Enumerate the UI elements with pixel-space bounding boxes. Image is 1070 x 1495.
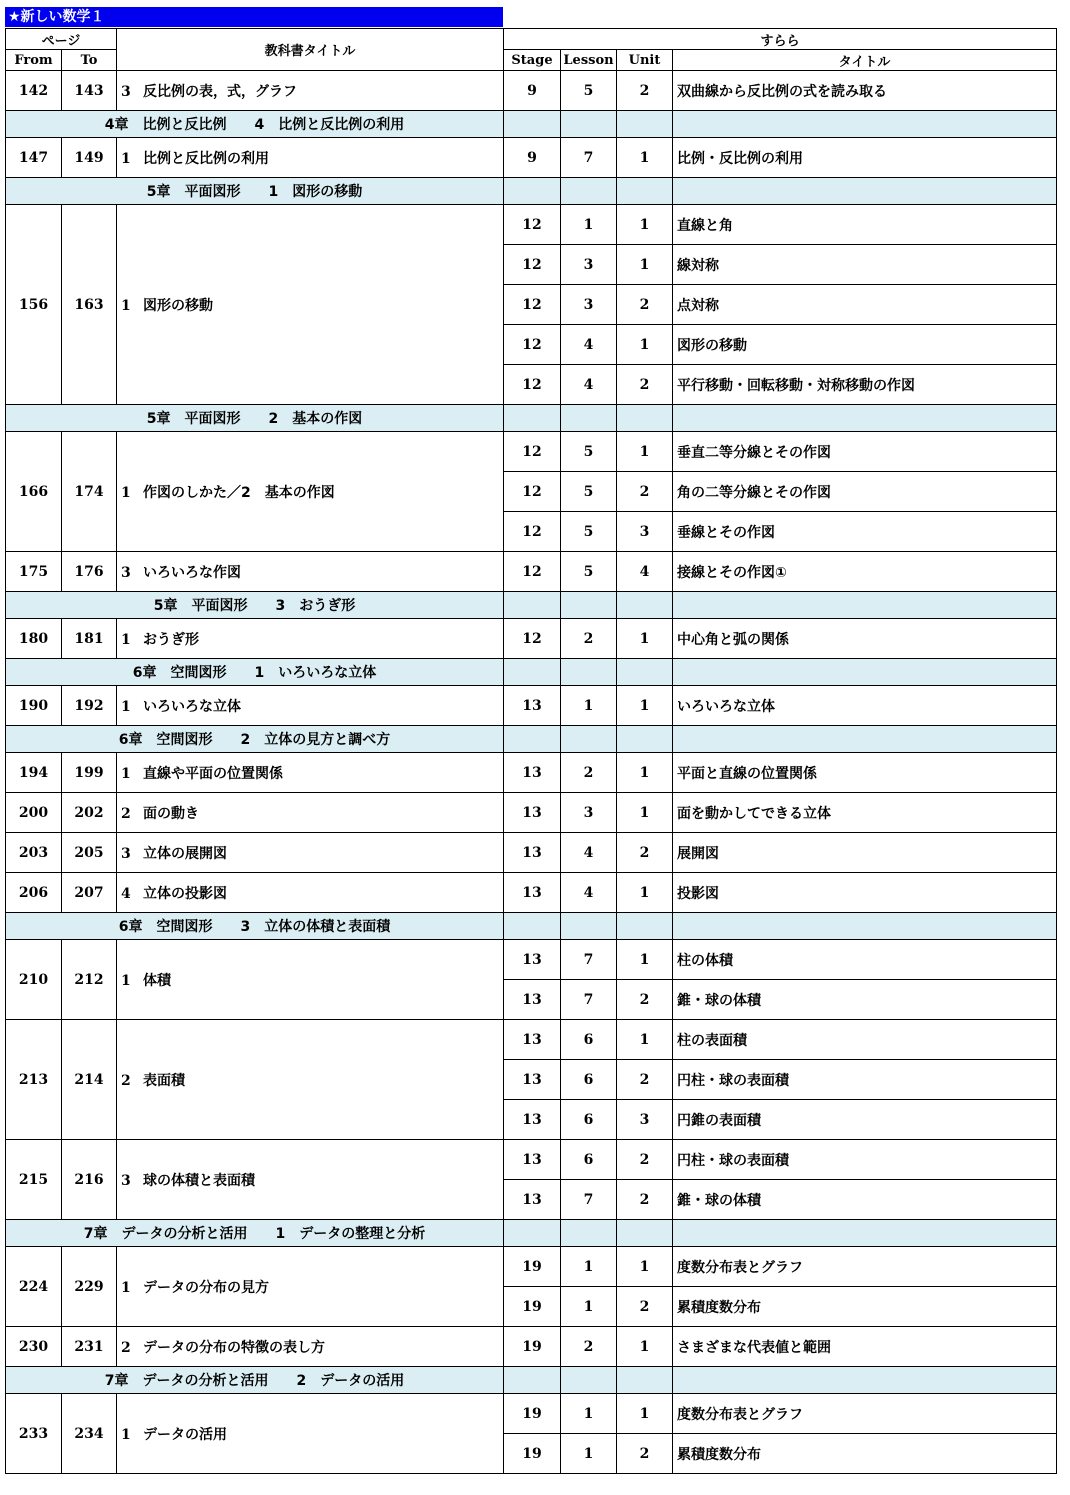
- stage-cell: 13: [504, 686, 561, 726]
- stage-cell: 13: [504, 1140, 561, 1180]
- stage-cell: 13: [504, 873, 561, 913]
- stage-cell: 19: [504, 1394, 561, 1434]
- textbook-item-number: 1: [121, 631, 131, 648]
- stage-cell: 13: [504, 1180, 561, 1220]
- textbook-title-text: 立体の投影図: [143, 885, 227, 902]
- unit-cell: 1: [617, 432, 673, 472]
- textbook-title-header: 教科書タイトル: [117, 29, 504, 71]
- section-empty-cell: [561, 726, 617, 753]
- section-empty-cell: [561, 1220, 617, 1247]
- unit-cell: 2: [617, 980, 673, 1020]
- unit-header: Unit: [617, 50, 673, 71]
- textbook-title-text: 直線や平面の位置関係: [143, 765, 283, 782]
- section-empty-cell: [504, 405, 561, 432]
- page-from: 166: [6, 432, 62, 552]
- section-empty-cell: [673, 178, 1057, 205]
- section-empty-cell: [617, 405, 673, 432]
- page-from: 142: [6, 71, 62, 111]
- lesson-cell: 4: [561, 833, 617, 873]
- surara-title-cell: 円柱・球の表面積: [673, 1060, 1057, 1100]
- lesson-cell: 6: [561, 1140, 617, 1180]
- surara-title-cell: 累積度数分布: [673, 1434, 1057, 1474]
- section-row: [6, 405, 1057, 432]
- section-empty-cell: [673, 726, 1057, 753]
- textbook-title-text: データの分布の特徴の表し方: [143, 1339, 325, 1356]
- unit-cell: 2: [617, 1140, 673, 1180]
- page-from: 180: [6, 619, 62, 659]
- lesson-cell: 2: [561, 753, 617, 793]
- unit-cell: 1: [617, 873, 673, 913]
- textbook-title: [117, 205, 504, 405]
- unit-cell: 1: [617, 753, 673, 793]
- textbook-title: [117, 1247, 504, 1327]
- surara-title-cell: 線対称: [673, 245, 1057, 285]
- section-empty-cell: [617, 178, 673, 205]
- unit-cell: 1: [617, 1394, 673, 1434]
- page-to: 212: [62, 940, 117, 1020]
- section-empty-cell: [673, 913, 1057, 940]
- textbook-title-text: いろいろな作図: [143, 564, 241, 581]
- lesson-cell: 3: [561, 285, 617, 325]
- lesson-cell: 7: [561, 940, 617, 980]
- table-row: [6, 138, 1057, 178]
- stage-cell: 13: [504, 1100, 561, 1140]
- surara-title-cell: 円柱・球の表面積: [673, 1140, 1057, 1180]
- stage-cell: 13: [504, 833, 561, 873]
- section-heading: 5章 平面図形 3 おうぎ形: [6, 592, 504, 619]
- textbook-title-text: 表面積: [143, 1072, 185, 1089]
- textbook-title: [117, 1394, 504, 1474]
- page-to: 231: [62, 1327, 117, 1367]
- textbook-item-number: 2: [121, 1072, 131, 1089]
- section-empty-cell: [504, 592, 561, 619]
- section-empty-cell: [504, 659, 561, 686]
- surara-title-cell: 点対称: [673, 285, 1057, 325]
- stage-cell: 9: [504, 138, 561, 178]
- page-from: 194: [6, 753, 62, 793]
- surara-title-cell: 平面と直線の位置関係: [673, 753, 1057, 793]
- textbook-banner: ★新しい数学１: [5, 7, 503, 27]
- section-row: [6, 726, 1057, 753]
- section-empty-cell: [561, 1367, 617, 1394]
- page-from: 206: [6, 873, 62, 913]
- surara-title-cell: 錐・球の体積: [673, 980, 1057, 1020]
- section-empty-cell: [673, 1220, 1057, 1247]
- section-heading: 5章 平面図形 2 基本の作図: [6, 405, 504, 432]
- section-heading: 6章 空間図形 1 いろいろな立体: [6, 659, 504, 686]
- section-empty-cell: [617, 111, 673, 138]
- table-row: [6, 1394, 1057, 1434]
- textbook-title: [117, 940, 504, 1020]
- stage-cell: 13: [504, 940, 561, 980]
- surara-title-cell: 平行移動・回転移動・対称移動の作図: [673, 365, 1057, 405]
- stage-cell: 19: [504, 1247, 561, 1287]
- unit-cell: 2: [617, 1180, 673, 1220]
- section-row: [6, 111, 1057, 138]
- section-empty-cell: [561, 111, 617, 138]
- page-from: 213: [6, 1020, 62, 1140]
- table-row: [6, 753, 1057, 793]
- textbook-title-text: 体積: [143, 972, 171, 989]
- lesson-cell: 6: [561, 1060, 617, 1100]
- surara-title-cell: 図形の移動: [673, 325, 1057, 365]
- table-row: [6, 552, 1057, 592]
- section-heading: 6章 空間図形 2 立体の見方と調べ方: [6, 726, 504, 753]
- lesson-cell: 2: [561, 1327, 617, 1367]
- unit-cell: 2: [617, 472, 673, 512]
- lesson-cell: 6: [561, 1100, 617, 1140]
- section-empty-cell: [561, 913, 617, 940]
- table-row: [6, 686, 1057, 726]
- table-row: [6, 432, 1057, 472]
- section-empty-cell: [673, 592, 1057, 619]
- page-header: ページ: [6, 29, 117, 50]
- unit-cell: 1: [617, 138, 673, 178]
- surara-title-cell: さまざまな代表値と範囲: [673, 1327, 1057, 1367]
- stage-cell: 12: [504, 285, 561, 325]
- textbook-title-text: 図形の移動: [143, 297, 213, 314]
- section-empty-cell: [673, 405, 1057, 432]
- table-row: [6, 205, 1057, 245]
- textbook-item-number: 4: [121, 885, 131, 902]
- surara-title-cell: 錐・球の体積: [673, 1180, 1057, 1220]
- textbook-title: [117, 686, 504, 726]
- unit-cell: 2: [617, 1434, 673, 1474]
- stage-cell: 19: [504, 1327, 561, 1367]
- surara-title-cell: 中心角と弧の関係: [673, 619, 1057, 659]
- section-empty-cell: [673, 1367, 1057, 1394]
- lesson-cell: 7: [561, 138, 617, 178]
- lesson-cell: 1: [561, 1434, 617, 1474]
- table-row: [6, 793, 1057, 833]
- section-heading: 7章 データの分析と活用 2 データの活用: [6, 1367, 504, 1394]
- surara-title-cell: 面を動かしてできる立体: [673, 793, 1057, 833]
- surara-title-cell: 直線と角: [673, 205, 1057, 245]
- unit-cell: 1: [617, 1020, 673, 1060]
- section-empty-cell: [504, 726, 561, 753]
- section-row: [6, 1367, 1057, 1394]
- lesson-cell: 1: [561, 1394, 617, 1434]
- page-to: 176: [62, 552, 117, 592]
- lesson-cell: 5: [561, 71, 617, 111]
- surara-title-cell: 接線とその作図①: [673, 552, 1057, 592]
- textbook-item-number: 1: [121, 972, 131, 989]
- page-to: 192: [62, 686, 117, 726]
- unit-cell: 1: [617, 245, 673, 285]
- section-empty-cell: [617, 726, 673, 753]
- page-from: 190: [6, 686, 62, 726]
- page-to: 205: [62, 833, 117, 873]
- textbook-title-text: いろいろな立体: [143, 698, 241, 715]
- textbook-title: [117, 1020, 504, 1140]
- section-heading: 7章 データの分析と活用 1 データの整理と分析: [6, 1220, 504, 1247]
- textbook-title: [117, 873, 504, 913]
- page-to: 199: [62, 753, 117, 793]
- table-row: [6, 833, 1057, 873]
- page-from: 200: [6, 793, 62, 833]
- textbook-title-text: おうぎ形: [143, 631, 199, 648]
- page-from: 147: [6, 138, 62, 178]
- unit-cell: 4: [617, 552, 673, 592]
- table-row: [6, 619, 1057, 659]
- lesson-cell: 7: [561, 1180, 617, 1220]
- section-row: [6, 659, 1057, 686]
- textbook-item-number: 1: [121, 484, 131, 501]
- lesson-cell: 5: [561, 512, 617, 552]
- textbook-title: [117, 432, 504, 552]
- textbook-title-text: 面の動き: [143, 805, 199, 822]
- page-to: 163: [62, 205, 117, 405]
- section-empty-cell: [504, 913, 561, 940]
- surara-title-cell: 投影図: [673, 873, 1057, 913]
- surara-title-cell: 比例・反比例の利用: [673, 138, 1057, 178]
- unit-cell: 3: [617, 1100, 673, 1140]
- surara-title-cell: 円錐の表面積: [673, 1100, 1057, 1140]
- stage-cell: 13: [504, 793, 561, 833]
- section-row: [6, 178, 1057, 205]
- unit-cell: 1: [617, 205, 673, 245]
- textbook-title-text: 球の体積と表面積: [143, 1172, 255, 1189]
- table-body: [6, 71, 1057, 1474]
- unit-cell: 2: [617, 1060, 673, 1100]
- section-row: [6, 913, 1057, 940]
- page-to: 216: [62, 1140, 117, 1220]
- surara-title-cell: 累積度数分布: [673, 1287, 1057, 1327]
- textbook-title: [117, 753, 504, 793]
- page-to: 229: [62, 1247, 117, 1327]
- page-to: 174: [62, 432, 117, 552]
- textbook-title: [117, 552, 504, 592]
- unit-cell: 1: [617, 686, 673, 726]
- stage-cell: 12: [504, 325, 561, 365]
- section-empty-cell: [673, 659, 1057, 686]
- page-from: 210: [6, 940, 62, 1020]
- stage-cell: 13: [504, 1020, 561, 1060]
- textbook-item-number: 3: [121, 1172, 131, 1189]
- to-header: To: [62, 50, 117, 71]
- section-empty-cell: [561, 405, 617, 432]
- textbook-title: [117, 833, 504, 873]
- surara-title-cell: 柱の体積: [673, 940, 1057, 980]
- lesson-cell: 3: [561, 793, 617, 833]
- textbook-item-number: 3: [121, 845, 131, 862]
- section-empty-cell: [617, 913, 673, 940]
- unit-cell: 2: [617, 833, 673, 873]
- surara-title-cell: いろいろな立体: [673, 686, 1057, 726]
- stage-cell: 12: [504, 245, 561, 285]
- textbook-item-number: 2: [121, 1339, 131, 1356]
- textbook-title: [117, 1327, 504, 1367]
- section-empty-cell: [504, 178, 561, 205]
- table-row: [6, 873, 1057, 913]
- surara-title-cell: 垂直二等分線とその作図: [673, 432, 1057, 472]
- stage-header: Stage: [504, 50, 561, 71]
- surara-title-cell: 双曲線から反比例の式を読み取る: [673, 71, 1057, 111]
- page-from: 230: [6, 1327, 62, 1367]
- surara-title-cell: 垂線とその作図: [673, 512, 1057, 552]
- unit-cell: 2: [617, 365, 673, 405]
- stage-cell: 13: [504, 980, 561, 1020]
- section-empty-cell: [617, 1220, 673, 1247]
- textbook-title-text: 作図のしかた／2 基本の作図: [143, 484, 335, 501]
- curriculum-table: [5, 28, 1057, 1474]
- lesson-cell: 6: [561, 1020, 617, 1060]
- lesson-cell: 5: [561, 432, 617, 472]
- lesson-cell: 1: [561, 1287, 617, 1327]
- section-heading: 5章 平面図形 1 図形の移動: [6, 178, 504, 205]
- section-empty-cell: [504, 1220, 561, 1247]
- section-row: [6, 1220, 1057, 1247]
- page-from: 215: [6, 1140, 62, 1220]
- section-empty-cell: [617, 1367, 673, 1394]
- surara-title-cell: 度数分布表とグラフ: [673, 1247, 1057, 1287]
- section-empty-cell: [561, 592, 617, 619]
- section-heading: 4章 比例と反比例 4 比例と反比例の利用: [6, 111, 504, 138]
- stage-cell: 12: [504, 205, 561, 245]
- textbook-title: [117, 1140, 504, 1220]
- stage-cell: 13: [504, 753, 561, 793]
- textbook-title: [117, 793, 504, 833]
- unit-cell: 1: [617, 940, 673, 980]
- textbook-title: [117, 138, 504, 178]
- stage-cell: 12: [504, 512, 561, 552]
- textbook-title-text: 比例と反比例の利用: [143, 150, 269, 167]
- section-empty-cell: [504, 111, 561, 138]
- page-to: 202: [62, 793, 117, 833]
- surara-title-cell: 柱の表面積: [673, 1020, 1057, 1060]
- page-to: 214: [62, 1020, 117, 1140]
- lesson-cell: 5: [561, 552, 617, 592]
- lesson-cell: 4: [561, 873, 617, 913]
- unit-cell: 1: [617, 1327, 673, 1367]
- lesson-cell: 4: [561, 365, 617, 405]
- lesson-cell: 3: [561, 245, 617, 285]
- stage-cell: 12: [504, 432, 561, 472]
- textbook-item-number: 1: [121, 698, 131, 715]
- table-row: [6, 71, 1057, 111]
- page-to: 149: [62, 138, 117, 178]
- unit-cell: 2: [617, 285, 673, 325]
- unit-cell: 1: [617, 325, 673, 365]
- page-from: 175: [6, 552, 62, 592]
- unit-cell: 2: [617, 71, 673, 111]
- stage-cell: 12: [504, 619, 561, 659]
- lesson-cell: 2: [561, 619, 617, 659]
- textbook-title-text: 立体の展開図: [143, 845, 227, 862]
- stage-cell: 19: [504, 1434, 561, 1474]
- textbook-item-number: 1: [121, 297, 131, 314]
- page-to: 234: [62, 1394, 117, 1474]
- page-from: 203: [6, 833, 62, 873]
- table-row: [6, 1020, 1057, 1060]
- lesson-cell: 5: [561, 472, 617, 512]
- section-empty-cell: [617, 659, 673, 686]
- lesson-cell: 7: [561, 980, 617, 1020]
- page-to: 181: [62, 619, 117, 659]
- stage-cell: 19: [504, 1287, 561, 1327]
- surara-title-cell: 展開図: [673, 833, 1057, 873]
- textbook-item-number: 1: [121, 765, 131, 782]
- lesson-cell: 1: [561, 1247, 617, 1287]
- surara-title-cell: 角の二等分線とその作図: [673, 472, 1057, 512]
- textbook-item-number: 3: [121, 564, 131, 581]
- table-row: [6, 1247, 1057, 1287]
- textbook-item-number: 2: [121, 805, 131, 822]
- stage-cell: 12: [504, 472, 561, 512]
- textbook-item-number: 1: [121, 150, 131, 167]
- section-heading: 6章 空間図形 3 立体の体積と表面積: [6, 913, 504, 940]
- stage-cell: 9: [504, 71, 561, 111]
- page-from: 224: [6, 1247, 62, 1327]
- textbook-title: [117, 619, 504, 659]
- page-from: 156: [6, 205, 62, 405]
- table-row: [6, 1140, 1057, 1180]
- lesson-cell: 1: [561, 205, 617, 245]
- unit-cell: 1: [617, 619, 673, 659]
- stage-cell: 12: [504, 552, 561, 592]
- lesson-header: Lesson: [561, 50, 617, 71]
- unit-cell: 1: [617, 793, 673, 833]
- stage-cell: 13: [504, 1060, 561, 1100]
- table-row: [6, 1327, 1057, 1367]
- textbook-title-text: データの分布の見方: [143, 1279, 269, 1296]
- section-empty-cell: [504, 1367, 561, 1394]
- textbook-item-number: 3: [121, 83, 131, 100]
- stage-cell: 12: [504, 365, 561, 405]
- from-header: From: [6, 50, 62, 71]
- textbook-title-text: 反比例の表，式，グラフ: [143, 83, 297, 100]
- textbook-item-number: 1: [121, 1426, 131, 1443]
- surara-header: すらら: [504, 29, 1057, 50]
- lesson-cell: 1: [561, 686, 617, 726]
- surara-title-cell: 度数分布表とグラフ: [673, 1394, 1057, 1434]
- unit-cell: 2: [617, 1287, 673, 1327]
- section-empty-cell: [617, 592, 673, 619]
- section-empty-cell: [561, 178, 617, 205]
- unit-cell: 1: [617, 1247, 673, 1287]
- page-from: 233: [6, 1394, 62, 1474]
- lesson-cell: 4: [561, 325, 617, 365]
- section-empty-cell: [561, 659, 617, 686]
- section-empty-cell: [673, 111, 1057, 138]
- unit-cell: 3: [617, 512, 673, 552]
- table-row: [6, 940, 1057, 980]
- section-row: [6, 592, 1057, 619]
- textbook-title-text: データの活用: [143, 1426, 227, 1443]
- textbook-title: [117, 71, 504, 111]
- page-to: 143: [62, 71, 117, 111]
- page-to: 207: [62, 873, 117, 913]
- title-header: タイトル: [673, 50, 1057, 71]
- textbook-item-number: 1: [121, 1279, 131, 1296]
